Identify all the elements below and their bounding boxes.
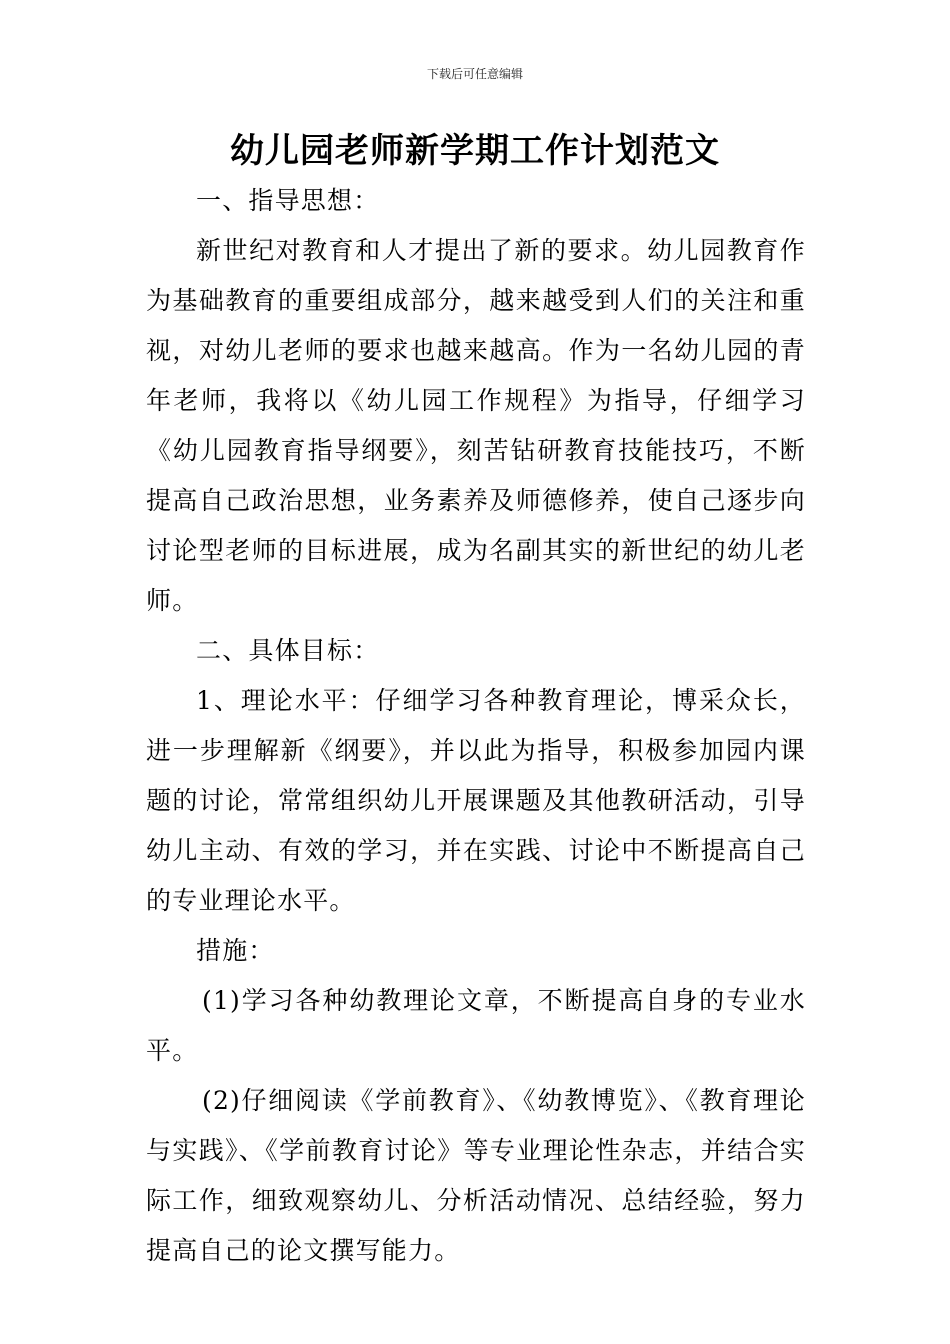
header-note: 下载后可任意编辑 bbox=[426, 67, 523, 81]
document-body bbox=[146, 176, 806, 1276]
paragraph-theory-level: 1、理论水平：仔细学习各种教育理论，博采众长，进一步理解新《纲要》，并以此为指导，积极参加园内课题的讨论，常常组织幼儿开展课题及其他教研活动，引导幼儿主动、有效的学习，并在实践、讨论中不断提高自己的专业理论水平。 bbox=[146, 686, 806, 915]
document-title: 幼儿园老师新学期工作计划范文 bbox=[230, 131, 720, 171]
section-heading-guiding-ideology: 一、指导思想： bbox=[196, 186, 380, 215]
section-heading-specific-goals: 二、具体目标： bbox=[196, 636, 380, 665]
subheading-measures: 措施： bbox=[196, 936, 275, 965]
paragraph-guiding-ideology: 新世纪对教育和人才提出了新的要求。幼儿园教育作为基础教育的重要组成部分，越来越受到人们的关注和重视，对幼儿老师的要求也越来越高。作为一名幼儿园的青年老师，我将以《幼儿园工作规程》为指导，仔细学习《幼儿园教育指导纲要》，刻苦钻研教育技能技巧，不断提高自己政治思想，业务素养及师德修养，使自己逐步向讨论型老师的目标进展，成为名副其实的新世纪的幼儿老师。 bbox=[146, 236, 806, 615]
measure-item-1: (1)学习各种幼教理论文章，不断提高自身的专业水平。 bbox=[146, 986, 806, 1065]
measure-item-2: (2)仔细阅读《学前教育》、《幼教博览》、《教育理论与实践》、《学前教育讨论》等专业理论性杂志，并结合实际工作，细致观察幼儿、分析活动情况、总结经验，努力提高自己的论文撰写能力。 bbox=[146, 1086, 806, 1265]
